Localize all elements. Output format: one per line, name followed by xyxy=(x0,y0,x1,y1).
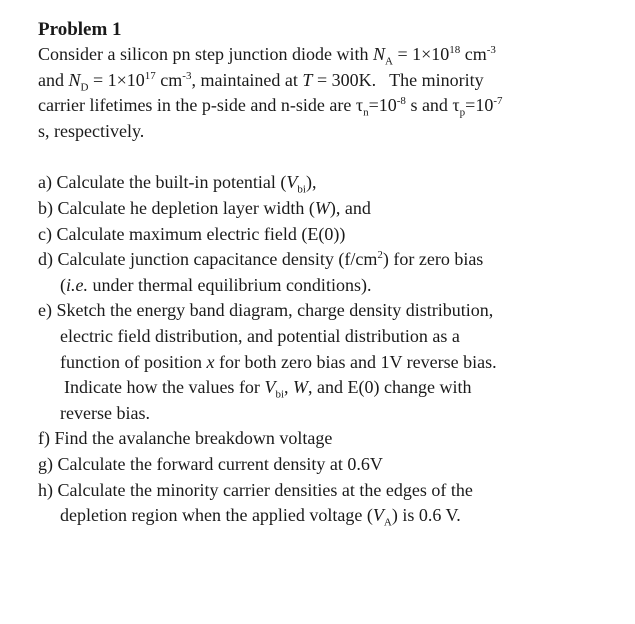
problem-document xyxy=(38,18,618,529)
problem-title: Problem 1 xyxy=(38,19,122,40)
task-b: b) Calculate he depletion layer width (W), and xyxy=(38,197,371,218)
task-h: h) Calculate the minority carrier densities at the edges of the depletion region when the applied voltage $(V_A)$ is 0.6 V. xyxy=(38,479,473,529)
problem-statement: Consider a silicon pn step junction diode with $N_A = 1\times 10^{18}$ $cm^{-3}$ and $N_D = 1\times 10^{17}$ $cm^{-3}$, maintained at T = 300K. The minority carrier lifetimes in the p-side and n-side are $\tau_n=10^{-8}$ s and $\tau_p=10^{-7}$ s, respectively. xyxy=(38,44,503,141)
task-g: g) Calculate the forward current density at 0.6V xyxy=(38,453,383,474)
task-f: f) Find the avalanche breakdown voltage xyxy=(38,428,333,449)
task-e: e) Sketch the energy band diagram, charge density distribution, electric field distribution, and potential distribution as a function of position x for both zero bias and 1V reverse bias. Indicate how the values for $V_{bi}$, W, and E(0) change with reverse bias. xyxy=(38,300,497,423)
task-d: d) Calculate junction capacitance density $(f/cm^2)$ for zero bias (i.e. under thermal equilibrium conditions). xyxy=(38,249,484,295)
task-list xyxy=(38,170,618,528)
task-c: c) Calculate maximum electric field (E(0)) xyxy=(38,223,346,244)
task-a: a) Calculate the built-in potential $(V_{bi})$, xyxy=(38,172,317,196)
